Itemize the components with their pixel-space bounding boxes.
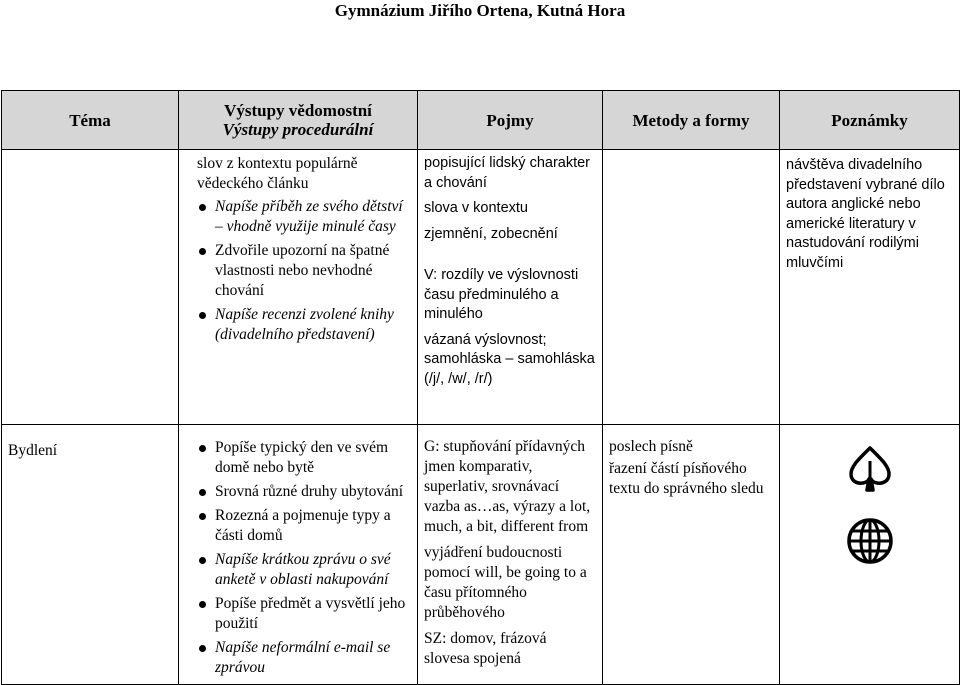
- row1-tema: [2, 150, 179, 425]
- list-item: Popíše předmět a vysvětlí jeho použití: [195, 594, 411, 634]
- pojem-item: popisující lidský charakter a chování: [424, 155, 591, 191]
- header-vystupy-vedomostni: Výstupy vědomostní: [224, 101, 372, 120]
- table-row: [2, 425, 960, 685]
- header-pojmy: Pojmy: [418, 91, 603, 150]
- row1-metody: [603, 150, 780, 425]
- pojem-item: vyjádření budoucnosti pomocí will, be going to a času přítomného průběhového: [424, 544, 587, 621]
- list-item: Popíše typický den ve svém domě nebo bytě: [195, 438, 411, 478]
- list-item: Napíše recenzi zvolené knihy (divadelního představení): [195, 305, 411, 345]
- header-row: [2, 91, 960, 150]
- school-title: Gymnázium Jiřího Ortena, Kutná Hora: [334, 1, 626, 20]
- bullet-icon: [199, 312, 206, 319]
- bullet-icon: [199, 645, 206, 652]
- row2-pojmy: [418, 425, 603, 685]
- pojem-item: zjemnění, zobecnění: [424, 225, 558, 242]
- pojem-item: vázaná výslovnost; samohláska – samohláska (/j/, /w/, /r/): [424, 331, 595, 387]
- row2-metody: [603, 425, 780, 685]
- list-item: Srovná různé druhy ubytování: [195, 482, 411, 502]
- spade-leaf-icon: [847, 445, 893, 495]
- metoda-item: poslech písně: [609, 438, 693, 455]
- bullet-icon: [199, 557, 206, 564]
- bullet-icon: [199, 445, 206, 452]
- header-poznamky: Poznámky: [780, 91, 960, 150]
- list-item: Napíše příběh ze svého dětství – vhodně využije minulé časy: [195, 197, 411, 237]
- header-vystupy: [179, 91, 418, 150]
- header-metody: Metody a formy: [603, 91, 780, 150]
- pojem-item: G: stupňování přídavných jmen komparativ, superlativ, srovnávací vazba as…as, výrazy a lot, much, a bit, different from: [424, 438, 591, 535]
- header-tema: Téma: [2, 91, 179, 150]
- list-item: Zdvořile upozorní na špatné vlastnosti nebo nevhodné chování: [195, 241, 411, 301]
- tema-bydleni: Bydlení: [8, 442, 58, 459]
- metoda-item: řazení částí písňového textu do správného sledu: [609, 460, 764, 497]
- list-item: Napíše krátkou zprávu o své anketě v oblasti nakupování: [195, 550, 411, 590]
- bullet-icon: [199, 601, 206, 608]
- row2-tema: [2, 425, 179, 685]
- pojem-item: slova v kontextu: [424, 200, 528, 216]
- table-row: [2, 150, 960, 425]
- header-vystupy-proceduralni: Výstupy procedurální: [222, 120, 374, 139]
- bullet-icon: [199, 489, 206, 496]
- bullet-icon: [199, 248, 206, 255]
- row1-poznamky: [780, 150, 960, 425]
- row2-poznamky: [780, 425, 960, 685]
- poznamky-text: návštěva divadelního představení vybrané dílo autora anglické nebo americké literatury v nastudování rodilými mluvčími: [786, 157, 945, 271]
- bullet-icon: [199, 513, 206, 520]
- vystupy-intro: slov z kontextu populárně vědeckého článku: [197, 155, 358, 192]
- row2-vystupy: [179, 425, 418, 685]
- bullet-icon: [199, 204, 206, 211]
- pojem-item: V: rozdíly ve výslovnosti času předminulého a minulého: [424, 267, 579, 322]
- row1-pojmy: [418, 150, 603, 425]
- globe-icon: [846, 517, 894, 565]
- row1-vystupy: [179, 150, 418, 425]
- list-item: Napíše neformální e-mail se zprávou: [195, 638, 411, 678]
- pojem-item: SZ: domov, frázová slovesa spojená: [424, 630, 547, 667]
- curriculum-table: [1, 90, 960, 685]
- list-item: Rozezná a pojmenuje typy a části domů: [195, 506, 411, 546]
